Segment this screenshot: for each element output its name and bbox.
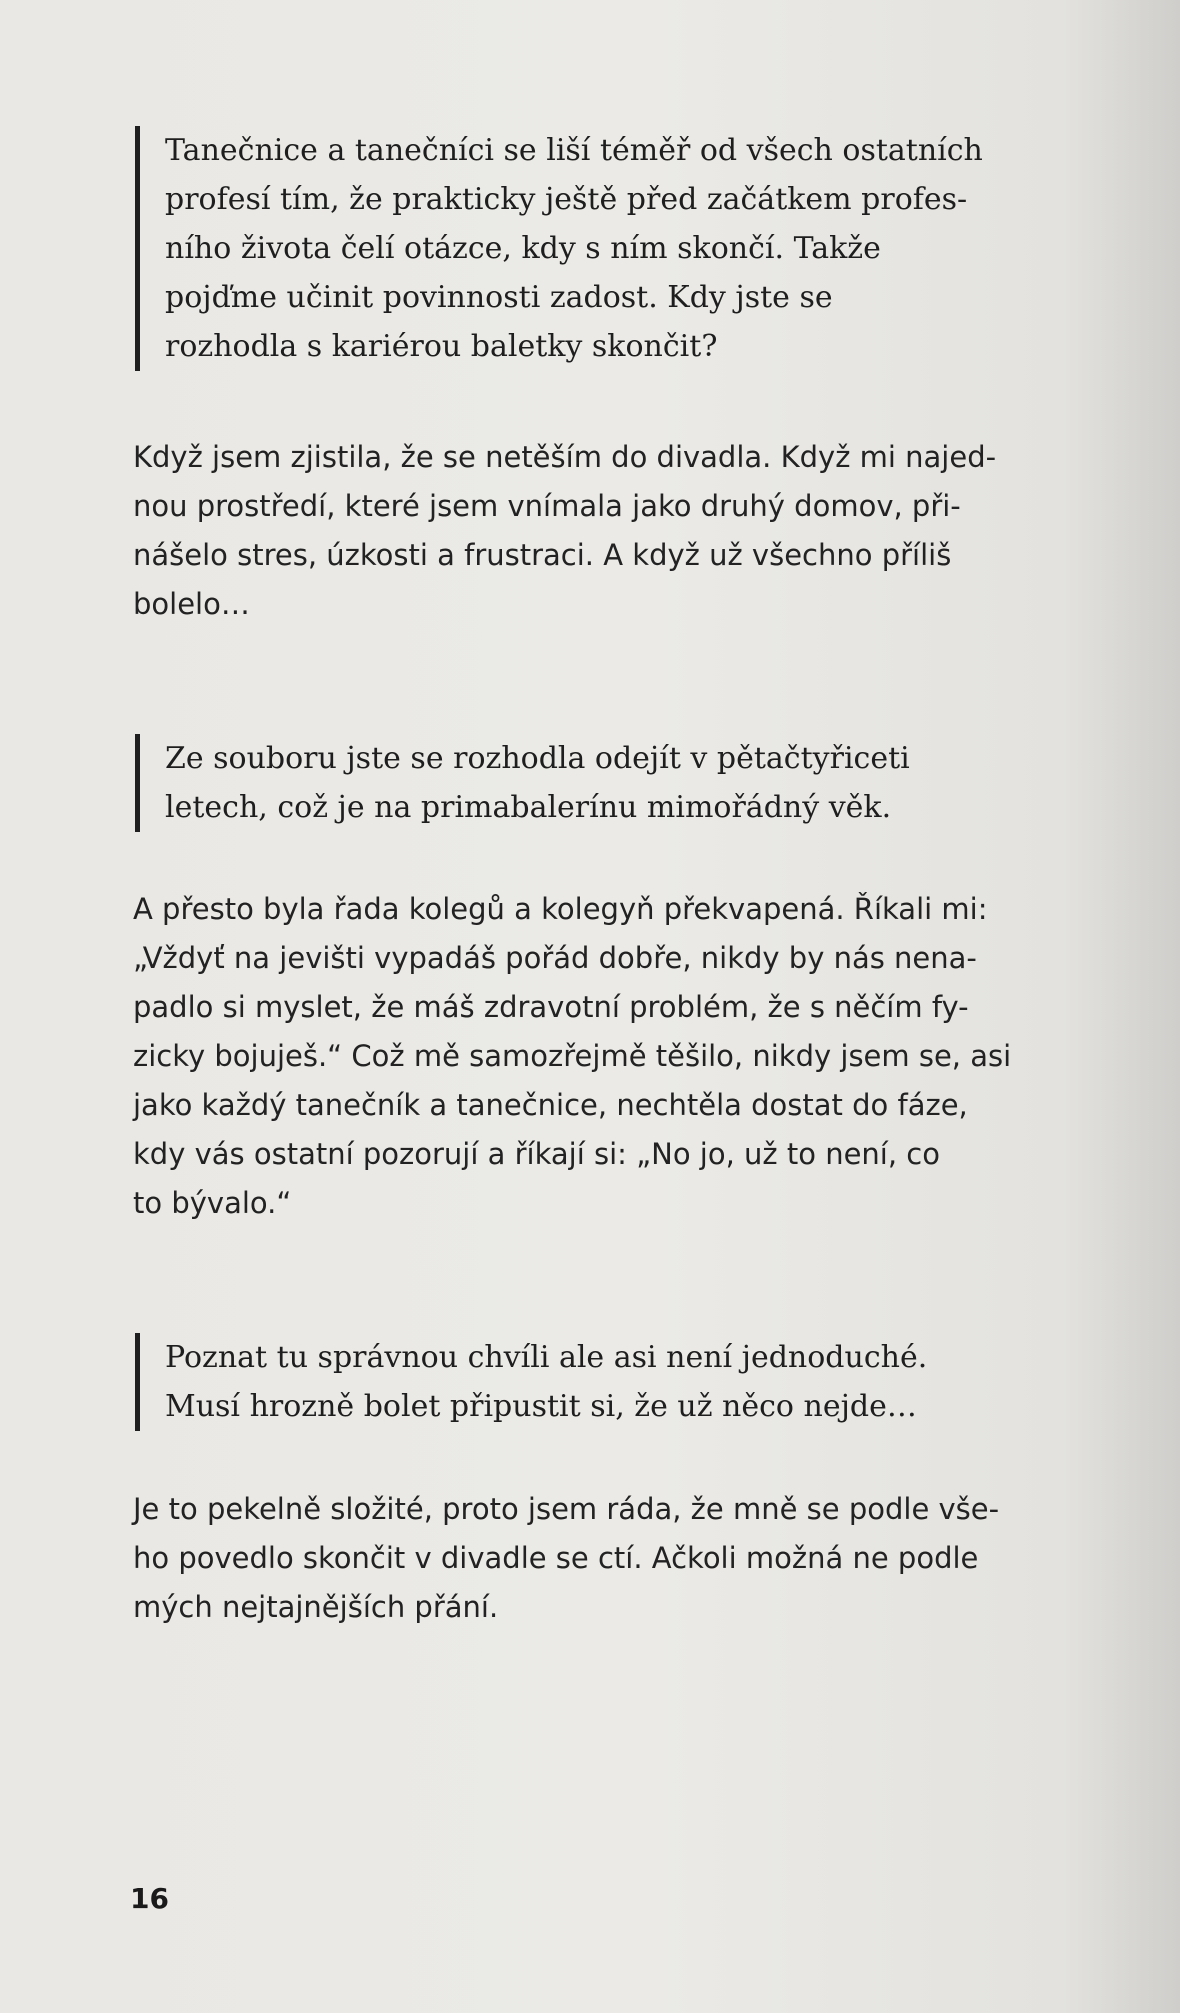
text-line: mých nejtajnějších přání. — [133, 1590, 499, 1624]
text-line: profesí tím, že prakticky ještě před začátkem profes- — [165, 182, 968, 217]
text-line: padlo si myslet, že máš zdravotní problém, že s něčím fy- — [133, 990, 969, 1024]
text-line: nášelo stres, úzkosti a frustraci. A když už všechno příliš — [133, 538, 952, 572]
interview-question-1 — [135, 126, 983, 371]
text-line: „Vždyť na jevišti vypadáš pořád dobře, nikdy by nás nena- — [133, 941, 977, 975]
text-line: ho povedlo skončit v divadle se ctí. Ačkoli možná ne podle — [133, 1541, 979, 1575]
interview-question-3 — [135, 1333, 927, 1431]
text-line: bolelo… — [133, 587, 250, 621]
text-line: Musí hrozně bolet připustit si, že už něco nejde… — [165, 1389, 917, 1424]
text-line: A přesto byla řada kolegů a kolegyň překvapená. Říkali mi: — [133, 892, 988, 926]
text-line: pojďme učinit povinnosti zadost. Kdy jste se — [165, 280, 833, 315]
interview-question-2 — [135, 734, 910, 832]
interview-answer-2 — [133, 885, 1068, 1228]
interview-answer-1 — [133, 433, 1068, 629]
text-line: zicky bojuješ.“ Což mě samozřejmě těšilo, nikdy jsem se, asi — [133, 1039, 1012, 1073]
text-line: to bývalo.“ — [133, 1186, 292, 1220]
text-line: rozhodla s kariérou baletky skončit? — [165, 329, 718, 364]
text-line: Ze souboru jste se rozhodla odejít v pětačtyřiceti — [165, 741, 910, 776]
text-line: Je to pekelně složité, proto jsem ráda, že mně se podle vše- — [133, 1492, 1000, 1526]
text-line: ního života čelí otázce, kdy s ním skončí. Takže — [165, 231, 881, 266]
interview-answer-3 — [133, 1485, 1068, 1632]
text-line: letech, což je na primabalerínu mimořádný věk. — [165, 790, 892, 825]
text-line: nou prostředí, které jsem vnímala jako druhý domov, při- — [133, 489, 961, 523]
text-line: jako každý tanečník a tanečnice, nechtěla dostat do fáze, — [133, 1088, 968, 1122]
text-line: Poznat tu správnou chvíli ale asi není jednoduché. — [165, 1340, 928, 1375]
page-number: 16 — [130, 1882, 169, 1915]
text-line: kdy vás ostatní pozorují a říkají si: „No jo, už to není, co — [133, 1137, 940, 1171]
text-line: Tanečnice a tanečníci se liší téměř od všech ostatních — [165, 133, 983, 168]
text-line: Když jsem zjistila, že se netěším do divadla. Když mi najed- — [133, 440, 997, 474]
